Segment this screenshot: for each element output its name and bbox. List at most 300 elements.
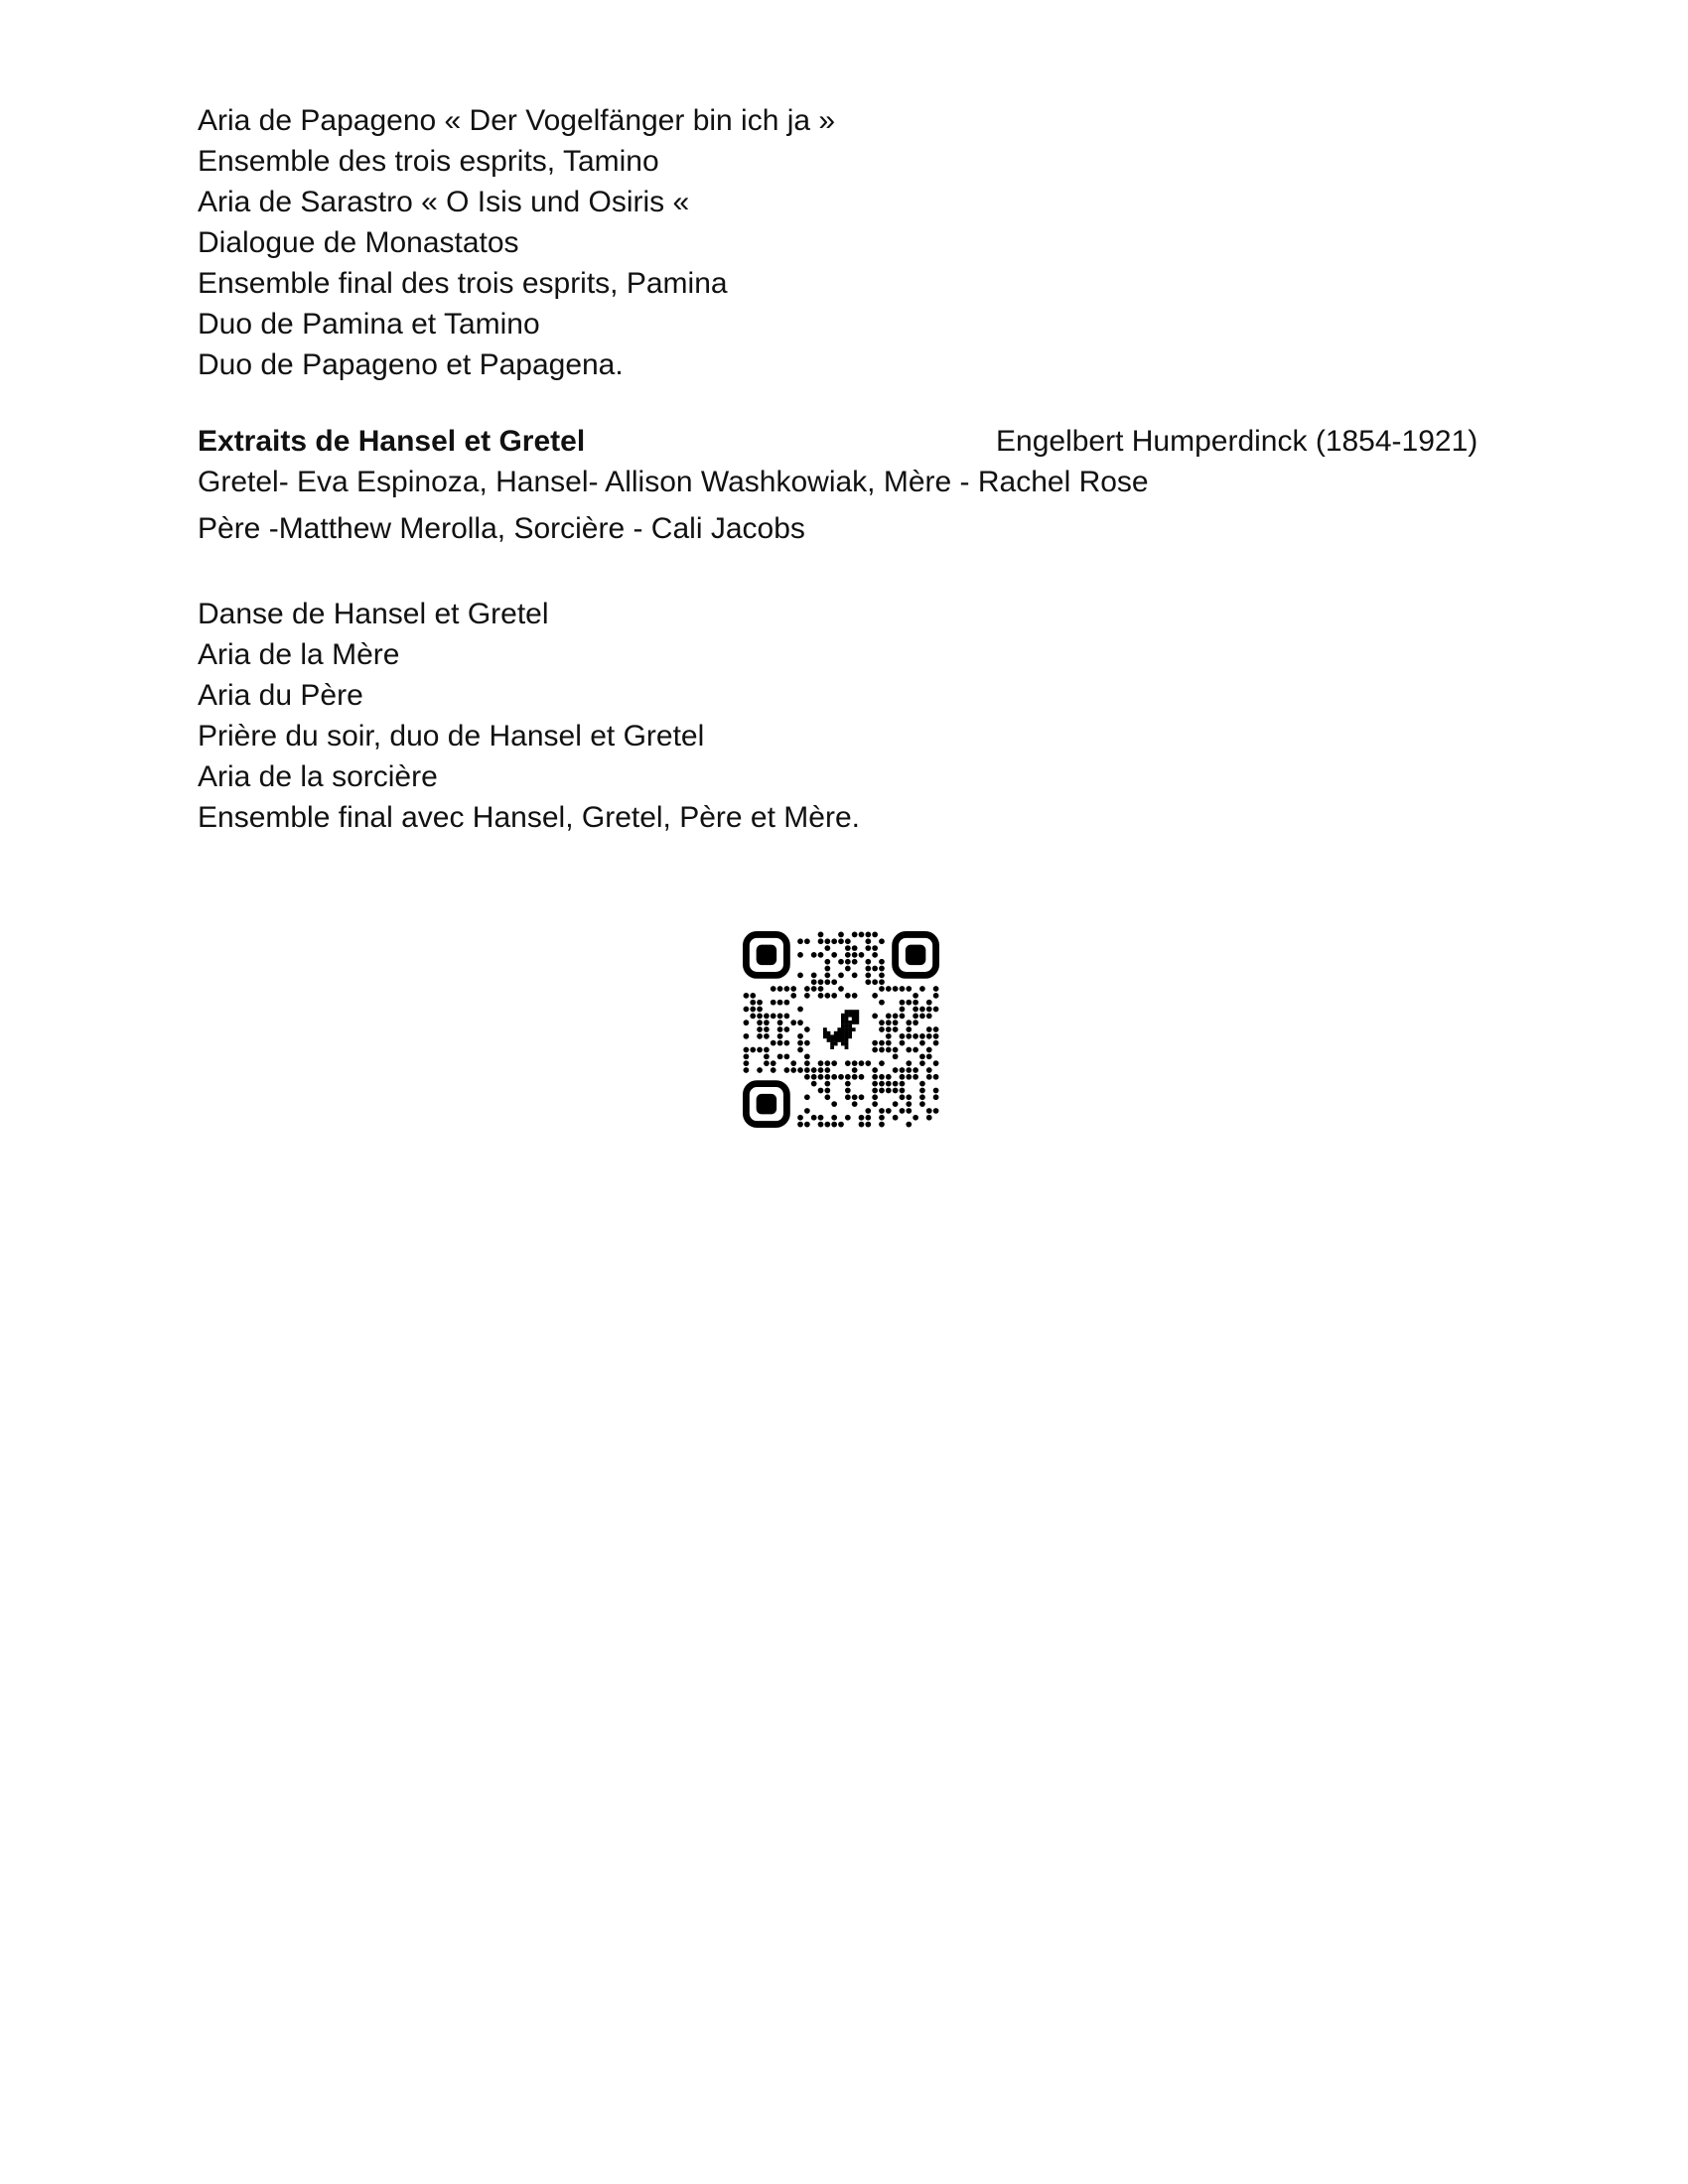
dinosaur-pixel [855,1021,859,1024]
qr-module [845,938,851,944]
qr-module [797,1122,803,1128]
qr-module [797,1033,803,1039]
dinosaur-pixel [841,1042,845,1046]
qr-module [919,1013,925,1019]
qr-module [906,1020,912,1025]
qr-module [831,938,837,944]
qr-module [913,1115,918,1121]
qr-module [879,966,885,972]
qr-module [933,1060,939,1066]
qr-module [852,993,858,999]
qr-module [913,1007,918,1013]
qr-module [777,1013,783,1019]
dinosaur-pixel [834,1038,838,1042]
qr-module [879,1000,885,1006]
dinosaur-pixel [852,1014,856,1018]
qr-module [838,932,844,938]
dinosaur-pixel [823,1027,827,1031]
qr-module [824,1074,830,1080]
qr-module [913,1067,918,1073]
qr-module [933,1007,939,1013]
dinosaur-pixel [841,1024,845,1028]
qr-module [852,1074,858,1080]
qr-module [926,1013,932,1019]
qr-module [865,973,871,979]
qr-module [831,993,837,999]
qr-module [852,1060,858,1066]
dinosaur-pixel [848,1010,852,1014]
qr-module [865,932,871,938]
dinosaur-pixel [845,1010,849,1014]
magic-flute-excerpt-list [198,100,835,385]
qr-module [804,1074,810,1080]
qr-module [845,1060,851,1066]
qr-module [764,1033,770,1039]
qr-module [900,1007,906,1013]
qr-module [771,1040,776,1046]
qr-module [906,1122,912,1128]
qr-module [811,1067,817,1073]
qr-module [879,1040,885,1046]
qr-module [777,1053,783,1059]
qr-module [859,932,865,938]
qr-module [804,1053,810,1059]
list-item: Aria du Père [198,679,363,712]
qr-module [824,973,830,979]
qr-module [845,966,851,972]
qr-module [790,1067,796,1073]
qr-module [872,1101,878,1107]
qr-module [824,966,830,972]
dinosaur-pixel [834,1034,838,1038]
qr-module [790,1060,796,1066]
qr-module [750,1047,756,1053]
qr-module [804,938,810,944]
list-item: Duo de Papageno et Papagena. [198,348,624,381]
qr-module [818,1060,824,1066]
qr-module [913,1047,918,1053]
qr-module [886,1081,892,1087]
qr-module [919,1033,925,1039]
qr-finder-eye [757,945,776,965]
cast-list-line: Gretel- Eva Espinoza, Hansel- Allison Washkowiak, Mère - Rachel Rose [198,466,1149,498]
qr-module [777,1000,783,1006]
dinosaur-pixel [845,1038,849,1042]
qr-module [933,1033,939,1039]
qr-module [818,1122,824,1128]
qr-module [818,1067,824,1073]
qr-module [886,986,892,992]
qr-module [919,1081,925,1087]
qr-module [804,1060,810,1066]
qr-module [852,1094,858,1100]
qr-module [804,1040,810,1046]
qr-module [926,1115,932,1121]
qr-module [926,1007,932,1013]
dinosaur-pixel [834,1031,838,1035]
dinosaur-pixel [841,1027,845,1031]
qr-module [872,1074,878,1080]
dinosaur-pixel [841,1021,845,1024]
qr-module [900,1067,906,1073]
composer-credit: Engelbert Humperdinck (1854-1921) [996,425,1478,458]
qr-module [824,1060,830,1066]
qr-module [906,1094,912,1100]
qr-module [777,1033,783,1039]
qr-module [784,1053,790,1059]
qr-module [933,993,939,999]
list-item: Dialogue de Monastatos [198,226,519,259]
qr-module [872,966,878,972]
dinosaur-pixel [827,1038,831,1042]
qr-module [764,1026,770,1032]
dinosaur-pixel [834,1042,838,1046]
qr-module [926,1067,932,1073]
qr-module [919,1060,925,1066]
qr-module [893,1047,899,1053]
qr-module [893,1053,899,1059]
qr-module [744,1047,750,1053]
qr-module [852,1101,858,1107]
qr-module [879,1115,885,1121]
qr-module [750,993,756,999]
qr-module [764,1013,770,1019]
qr-module [744,993,750,999]
qr-module [879,1081,885,1087]
qr-module [784,986,790,992]
qr-module [811,986,817,992]
qr-module [933,986,939,992]
dinosaur-pixel [845,1017,849,1021]
qr-module [818,1074,824,1080]
dinosaur-pixel [830,1045,834,1049]
qr-module [811,979,817,985]
dinosaur-pixel [830,1038,834,1042]
dinosaur-pixel [827,1034,831,1038]
qr-module [886,1047,892,1053]
qr-module [818,932,824,938]
qr-module [919,1094,925,1100]
qr-module [893,1101,899,1107]
qr-module [879,1088,885,1094]
qr-module [797,1007,803,1013]
qr-module [906,1026,912,1032]
qr-module [879,1047,885,1053]
qr-module [879,938,885,944]
qr-module [852,1067,858,1073]
dinosaur-pixel [848,1034,852,1038]
dinosaur-pixel [845,1027,849,1031]
qr-finder-eye [757,1094,776,1114]
qr-module [865,959,871,965]
qr-module [886,1026,892,1032]
qr-module [872,932,878,938]
qr-module [906,1074,912,1080]
qr-module [900,1013,906,1019]
qr-module [818,938,824,944]
dinosaur-pixel [837,1027,841,1031]
qr-module [913,1000,918,1006]
qr-module [900,1040,906,1046]
qr-module [872,945,878,951]
qr-module [933,1088,939,1094]
qr-module [784,1026,790,1032]
list-item: Prière du soir, duo de Hansel et Gretel [198,720,705,752]
dinosaur-pixel [845,1024,849,1028]
qr-module [797,938,803,944]
qr-module [900,1074,906,1080]
qr-module [872,1088,878,1094]
qr-module [797,973,803,979]
qr-module [879,1074,885,1080]
qr-module [893,1115,899,1121]
qr-module [852,945,858,951]
qr-module [824,1081,830,1087]
qr-module [797,952,803,958]
qr-module [804,1026,810,1032]
dinosaur-pixel [855,1014,859,1018]
qr-module [852,959,858,965]
qr-module [879,979,885,985]
dinosaur-pixel [845,1034,849,1038]
qr-module [886,1033,892,1039]
qr-module [852,952,858,958]
qr-module [797,1047,803,1053]
qr-module [757,1007,763,1013]
qr-module [818,993,824,999]
dinosaur-pixel [855,1017,859,1021]
qr-module [838,986,844,992]
dinosaur-pixel [852,1010,856,1014]
qr-module [771,1013,776,1019]
qr-module [838,959,844,965]
qr-module [893,1026,899,1032]
qr-module [906,1101,912,1107]
dinosaur-pixel [830,1042,834,1046]
qr-module [859,952,865,958]
qr-module [926,1074,932,1080]
qr-module [744,1020,750,1025]
qr-module [824,993,830,999]
dinosaur-pixel [841,1034,845,1038]
cast-list-line: Père -Matthew Merolla, Sorcière - Cali Jacobs [198,512,805,545]
qr-module [913,993,918,999]
qr-module [771,1067,776,1073]
qr-module [811,1115,817,1121]
qr-module [845,993,851,999]
dinosaur-pixel [848,1027,852,1031]
qr-module [764,1020,770,1025]
qr-module [913,1013,918,1019]
dinosaur-icon [823,1010,859,1049]
qr-module [893,1013,899,1019]
qr-module [818,979,824,985]
qr-module [804,993,810,999]
dinosaur-pixel [845,1042,849,1046]
qr-module [893,1088,899,1094]
qr-module [879,973,885,979]
qr-module [824,979,830,985]
qr-module [859,1122,865,1128]
qr-module [757,1026,763,1032]
qr-module [757,1033,763,1039]
qr-module [893,986,899,992]
dinosaur-pixel [848,1014,852,1018]
qr-module [831,1115,837,1121]
qr-module [744,1067,750,1073]
qr-module [886,1013,892,1019]
qr-module [879,1122,885,1128]
qr-module [750,1000,756,1006]
dinosaur-pixel [848,1024,852,1028]
qr-finder-eye [906,945,925,965]
dinosaur-pixel [852,1017,856,1021]
dinosaur-pixel [848,1031,852,1035]
dinosaur-pixel [827,1031,831,1035]
list-item: Aria de la Mère [198,638,400,671]
section-title: Extraits de Hansel et Gretel [198,425,586,458]
qr-module [824,1094,830,1100]
qr-module [757,1067,763,1073]
qr-module [926,1026,932,1032]
qr-module [879,1026,885,1032]
qr-module [900,1094,906,1100]
qr-module [919,1040,925,1046]
qr-module [744,1033,750,1039]
qr-module [771,986,776,992]
dinosaur-pixel [837,1031,841,1035]
qr-module [790,986,796,992]
qr-module [879,1060,885,1066]
qr-module [926,1047,932,1053]
qr-module [872,979,878,985]
qr-module [865,938,871,944]
qr-module [852,932,858,938]
qr-module [913,1033,918,1039]
list-item: Ensemble final des trois esprits, Pamina [198,267,728,300]
qr-module [797,1115,803,1121]
qr-module [879,1020,885,1025]
qr-code [743,931,939,1128]
qr-module [804,1067,810,1073]
list-item: Aria de la sorcière [198,760,438,793]
qr-module [859,1094,865,1100]
qr-module [824,938,830,944]
dinosaur-pixel [845,1021,849,1024]
list-item: Danse de Hansel et Gretel [198,598,549,630]
qr-module [811,973,817,979]
qr-module [804,1122,810,1128]
qr-module [838,973,844,979]
qr-module [865,1122,871,1128]
qr-module [797,1067,803,1073]
hansel-gretel-excerpt-list [198,594,860,838]
qr-module [845,1115,851,1121]
qr-module [926,1108,932,1114]
qr-module [886,1108,892,1114]
qr-module [906,1000,912,1006]
qr-module [784,1000,790,1006]
qr-module [865,1060,871,1066]
qr-module [919,986,925,992]
list-item: Aria de Sarastro « O Isis und Osiris « [198,186,690,218]
qr-module [872,993,878,999]
qr-module [790,993,796,999]
qr-module [744,1007,750,1013]
qr-module [906,1108,912,1114]
qr-module [750,1007,756,1013]
qr-module [838,1122,844,1128]
qr-module [906,1047,912,1053]
qr-module [777,986,783,992]
list-item: Ensemble des trois esprits, Tamino [198,145,659,178]
qr-module [933,1040,939,1046]
dinosaur-pixel [837,1038,841,1042]
qr-module [926,1033,932,1039]
dinosaur-pixel [848,1021,852,1024]
qr-module [784,1067,790,1073]
qr-module [879,986,885,992]
qr-module [933,1026,939,1032]
qr-module [777,1020,783,1025]
qr-module [926,1053,932,1059]
qr-module [859,1115,865,1121]
qr-module [933,1074,939,1080]
dinosaur-pixel [841,1031,845,1035]
qr-module [865,1108,871,1114]
qr-module [906,986,912,992]
qr-module [919,1053,925,1059]
qr-module [859,1060,865,1066]
dinosaur-pixel [841,1038,845,1042]
qr-module [893,1020,899,1025]
qr-module [790,1020,796,1025]
qr-module [824,1122,830,1128]
qr-module [919,1088,925,1094]
qr-module [838,938,844,944]
qr-module [845,959,851,965]
qr-module [872,1013,878,1019]
qr-module [933,1094,939,1100]
dinosaur-pixel [852,1021,856,1024]
qr-module [845,945,851,951]
qr-module [771,1060,776,1066]
dinosaur-pixel [855,1010,859,1014]
qr-module [926,1000,932,1006]
dinosaur-pixel [837,1034,841,1038]
qr-module [879,1108,885,1114]
qr-module [872,952,878,958]
qr-module [818,1088,824,1094]
qr-module [900,1033,906,1039]
qr-module [764,1047,770,1053]
qr-module [886,1040,892,1046]
qr-module [831,979,837,985]
qr-module [831,1060,837,1066]
qr-module [906,1060,912,1066]
qr-module [757,1047,763,1053]
qr-module [865,966,871,972]
qr-module [893,1067,899,1073]
qr-module [845,1094,851,1100]
qr-module [933,1108,939,1114]
qr-module [865,945,871,951]
qr-module [845,952,851,958]
dinosaur-pixel [845,1045,849,1049]
qr-module [811,1081,817,1087]
dinosaur-pixel [830,1034,834,1038]
qr-module [886,1074,892,1080]
